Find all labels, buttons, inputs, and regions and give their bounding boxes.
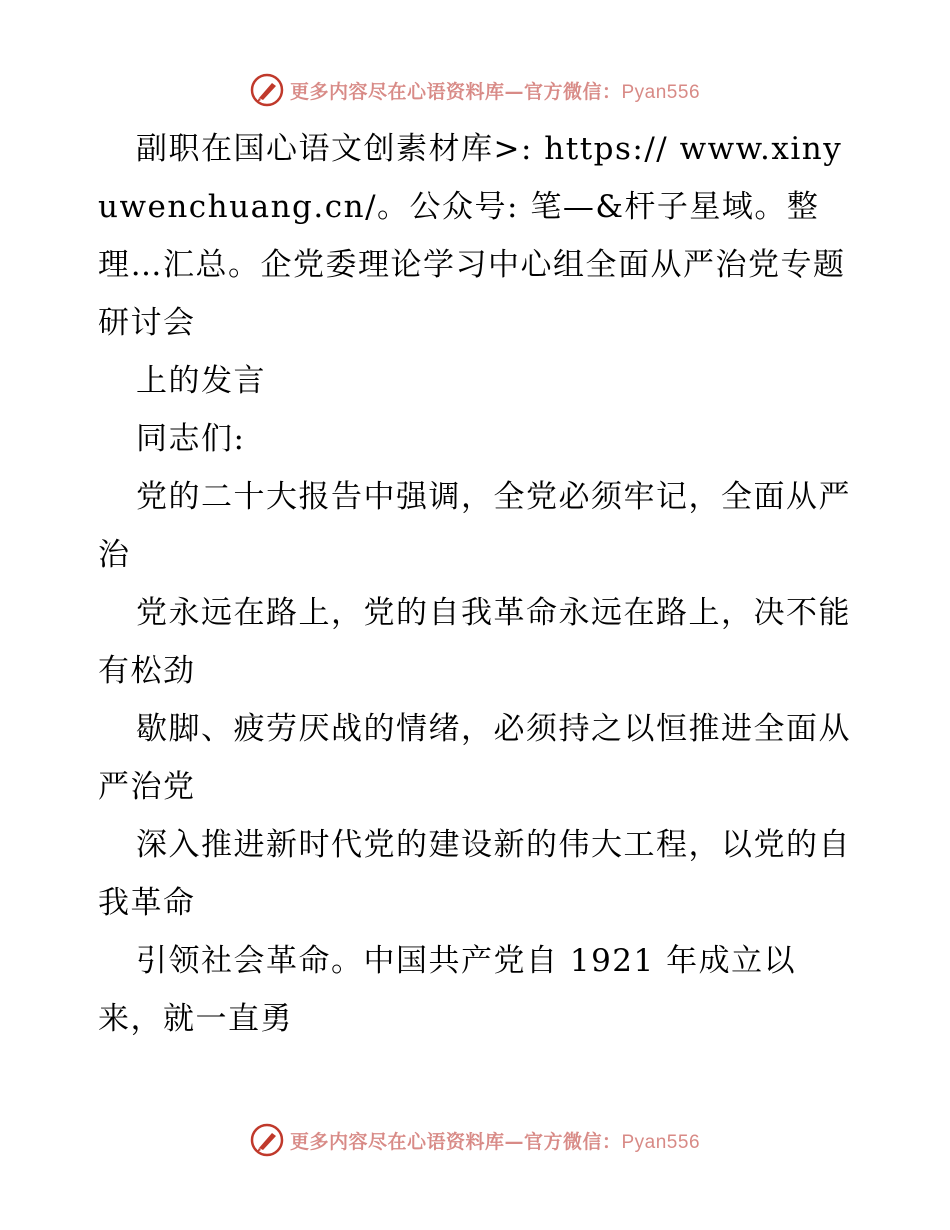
paragraph: 歇脚、疲劳厌战的情绪，必须持之以恒推进全面从严治党 (98, 711, 851, 805)
pen-logo-icon (250, 1123, 284, 1157)
paragraph: 党永远在路上，党的自我革命永远在路上，决不能有松劲 (98, 595, 851, 689)
paragraph: 同志们: (136, 421, 246, 457)
footer-watermark (0, 1120, 950, 1160)
watermark-text: 更多内容尽在心语资料库—官方微信：Pyan556 (289, 1130, 701, 1153)
paragraph: 党的二十大报告中强调，全党必须牢记，全面从严治 (98, 479, 851, 573)
header-watermark (0, 70, 950, 110)
paragraph: 深入推进新时代党的建设新的伟大工程，以党的自我革命 (98, 827, 851, 921)
paragraph: 上的发言 (136, 363, 266, 399)
paragraph: 引领社会革命。中国共产党自 1921 年成立以来，就一直勇 (98, 943, 797, 1037)
paragraph: 副职在国心语文创素材库>: https:// www.xinyuwenchuang.cn/。公众号: 笔—&杆子星域。整理…汇总。企党委理论学习中心组全面从严治党专题研讨会 (98, 131, 846, 341)
watermark-text: 更多内容尽在心语资料库—官方微信：Pyan556 (289, 80, 701, 103)
pen-logo-icon (250, 73, 284, 107)
document-body (98, 120, 858, 1048)
